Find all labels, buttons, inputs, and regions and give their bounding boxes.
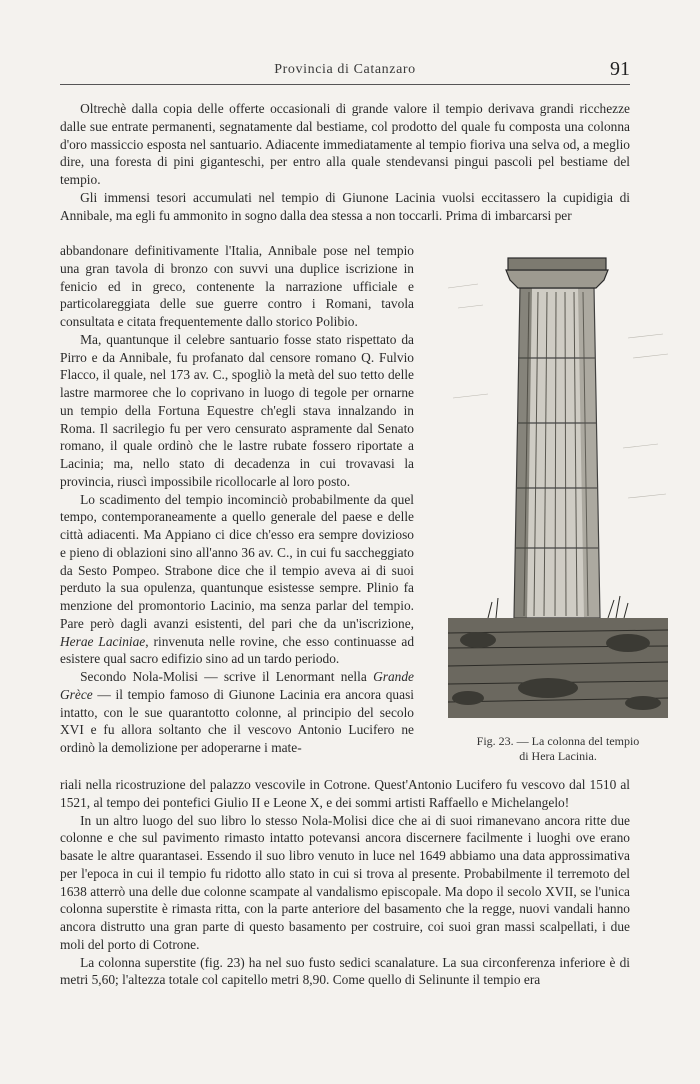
paragraph-4-text-a: Lo scadimento del tempio incominciò probabilmente da quel tempo, contemporaneamente a quello generale del paese e delle città adiacenti. Ma Appiano ci dice ch'esso era sempre dovizioso e pieno di oblazioni sino all'anno 36 av. C., in cui fu saccheggiato da Sesto Pompeo. Strabone dice che il tempio aveva ai di suoi perduto la sua opulenza, quantunque esistesse sempre. Plinio fa menzione del promontorio Lacinio, ma senza parlar del tempio. Pare però dagli avanzi esistenti, del pari che da un'iscrizione, xyxy=(60,491,414,631)
book-title: Grande Grèce xyxy=(60,669,414,702)
figure-23 xyxy=(428,248,688,778)
text-block-left xyxy=(60,242,414,757)
page-number: 91 xyxy=(610,58,630,80)
inscription-title: Herae Laciniae xyxy=(60,633,146,649)
page-header xyxy=(60,58,630,84)
caption-line-1: Fig. 23. — La colonna del tempio xyxy=(476,734,640,748)
paragraph-5 xyxy=(60,668,414,757)
paragraph-5-continued: riali nella ricostruzione del palazzo vescovile in Cotrone. Quest'Antonio Lucifero fu vescovo dal 1510 al 1521, al tempo dei pontefici Giulio II e Leone X, e dei sommi artisti Raffaello e Michelangelo! xyxy=(60,777,630,810)
paragraph-7: La colonna superstite (fig. 23) ha nel suo fusto sedici scanalature. La sua circonferenza inferiore è di metri 5,60; l'altezza totale col capitello metri 8,90. Come quello di Selinunte il tempio era xyxy=(60,954,630,988)
paragraph-5-text-a: Secondo Nola-Molisi — scrive il Lenormant nella xyxy=(80,669,374,684)
figure-caption xyxy=(428,734,688,764)
paragraph-5-text-b: — il tempio famoso di Giunone Lacinia era ancora quasi intatto, con le sue quarantotto colonne, al principio del secolo XVI e fu allora soltanto che il vescovo Antonio Lucifero ne ordinò la demolizione per adoperarne i mate- xyxy=(60,686,414,755)
caption-line-2: di Hera Lacinia. xyxy=(519,749,597,763)
paragraph-3: Ma, quantunque il celebre santuario fosse stato rispettato da Pirro e da Annibale, fu profanato dal censore romano Q. Fulvio Flacco, il quale, nel 173 av. C., spogliò la metà del suo tetto delle lastre marmoree che lo coprivano in luogo di tegole per ornarne un tempio della Fortuna Equestre ch'egli stava innalzando in Roma. Il sacrilegio fu per vero censurato aspramente dal Senato romano, il quale ordinò che le lastre rubate fossero riportate a Lacinia; ma, nello stato di decadenza in cui trovavasi la provincia, riuscì impossibile ricollocarle al loro posto. xyxy=(60,331,414,489)
paragraph-6: In un altro luogo del suo libro lo stesso Nola-Molisi dice che ai di suoi rimanevano ancora ritte due colonne e che sul pavimento rimasto intatto potevansi ancora discernere facilmente i luoghi ove erano basate le altre quarantasei. Essendo il suo libro venuto in luce nel 1649 abbiamo una data approssimativa per l'epoca in cui il tempio fu ridotto allo stato in cui si trova al presente. Probabilmente il terremoto del 1638 atterrò una delle due colonne scampate al vandalismo episcopale. Ma dopo il secolo XVII, se l'unica colonna superstite è rimasta ritta, con la parte anteriore del basamento che la regge, nuovi vandali hanno ancora distrutto una gran parte di questo basamento per costruire, coi suoi gran massi scalpellati, i due moli del porto di Cotrone. xyxy=(60,812,630,952)
paragraph-2-continued: abbandonare definitivamente l'Italia, Annibale pose nel tempio una gran tavola di bronzo con suvvi una duplice iscrizione in fenicio ed in greco, contenente la narrazione ufficiale e particolareggiata delle sue guerre contro i Romani, tavola consultata e citata frequentemente dallo storico Polibio. xyxy=(60,243,414,329)
paragraph-1: Oltrechè dalla copia delle offerte occasionali di grande valore il tempio derivava grandi ricchezze dalle sue entrate permanenti, segnatamente dal bestiame, col prodotto del quale fu composta una colonna d'oro massiccio esposta nel santuario. Adiacente immediatamente al tempio fioriva una selva od, a meglio dire, una foresta di pini giganteschi, per entro alla quale stendevansi pingui pascoli pel bestiame del tempio. xyxy=(60,101,630,187)
paragraph-2-start: Gli immensi tesori accumulati nel tempio di Giunone Lacinia vuolsi eccitassero la cupidigia di Annibale, ma egli fu ammonito in sogno dalla dea stessa a non toccarli. Prima di imbarcarsi per xyxy=(60,189,630,223)
paragraph-4 xyxy=(60,491,414,669)
header-rule xyxy=(60,84,630,85)
text-block-bottom xyxy=(60,776,630,989)
column-engraving xyxy=(428,248,688,728)
running-head: Provincia di Catanzaro xyxy=(274,62,416,77)
text-block-top xyxy=(60,100,630,224)
paragraph-4-text-b: , rinvenuta nelle rovine, che esso continuasse ad esistere qual sacro edifizio sino ad un tardo periodo. xyxy=(60,633,415,667)
